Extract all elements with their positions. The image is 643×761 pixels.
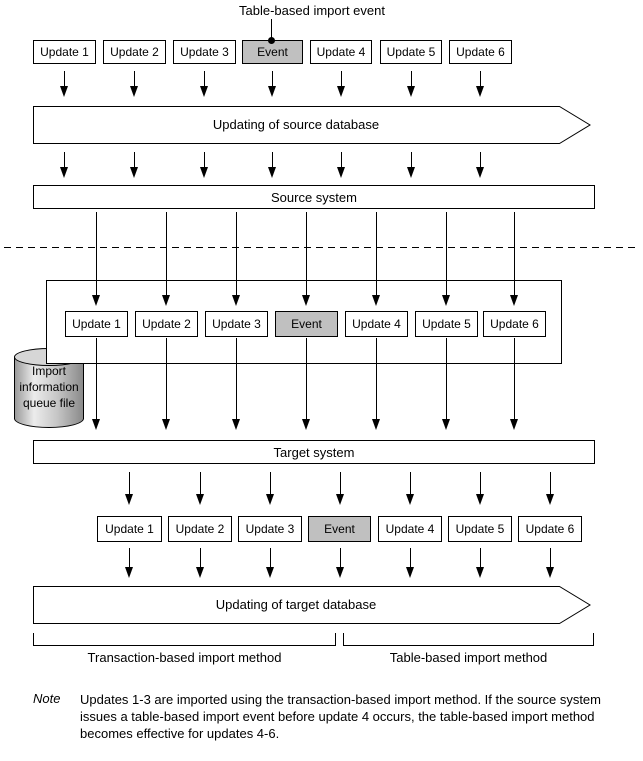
flow-arrow-head [372,295,380,306]
update-box: Update 4 [345,311,408,337]
flow-arrow-line [270,472,271,496]
flow-arrow-line [96,212,97,297]
event-box: Event [275,311,338,337]
cylinder-label-line1: Import [31,364,66,378]
flow-arrow-head [268,86,276,97]
flow-arrow-head [336,494,344,505]
flow-arrow-head [476,567,484,578]
event-pointer-dot [268,37,275,44]
update-box: Update 1 [97,516,162,542]
table-method-bracket [343,633,594,646]
flow-arrow-head [268,167,276,178]
update-box: Update 2 [103,40,166,64]
flow-arrow-line [306,338,307,421]
flow-arrow-head [162,419,170,430]
flow-arrow-line [306,212,307,297]
flow-arrow-line [550,472,551,496]
flow-arrow-head [372,419,380,430]
flow-arrow-head [130,86,138,97]
flow-arrow-line [550,548,551,569]
flow-arrow-head [125,494,133,505]
update-box: Update 2 [135,311,198,337]
flow-arrow-head [476,494,484,505]
update-box: Update 5 [448,516,512,542]
flow-arrow-head [196,567,204,578]
flow-arrow-head [406,567,414,578]
event-box: Event [242,40,303,64]
update-box: Update 6 [449,40,512,64]
flow-arrow-head [406,494,414,505]
update-box: Update 6 [483,311,546,337]
transaction-method-bracket [33,633,336,646]
flow-arrow-head [232,419,240,430]
update-box: Update 3 [205,311,268,337]
update-box: Update 6 [518,516,582,542]
flow-arrow-line [200,548,201,569]
flow-arrow-head [302,419,310,430]
flow-arrow-head [200,167,208,178]
flow-arrow-head [92,295,100,306]
flow-arrow-line [446,212,447,297]
flow-arrow-line [340,548,341,569]
table-based-import-event-label: Table-based import event [239,3,385,18]
flow-arrow-line [340,472,341,496]
flow-arrow-head [510,295,518,306]
flow-arrow-head [407,86,415,97]
flow-arrow-head [92,419,100,430]
flow-arrow-head [337,86,345,97]
flow-arrow-line [410,548,411,569]
flow-arrow-head [200,86,208,97]
flow-arrow-line [410,472,411,496]
flow-arrow-line [376,338,377,421]
flow-arrow-head [232,295,240,306]
flow-arrow-head [302,295,310,306]
flow-arrow-head [407,167,415,178]
update-box: Update 1 [33,40,96,64]
flow-arrow-head [266,567,274,578]
update-box: Update 3 [238,516,302,542]
flow-arrow-head [546,567,554,578]
update-box: Update 4 [310,40,372,64]
cylinder-label-line3: queue file [22,396,76,410]
flow-arrow-head [546,494,554,505]
event-box: Event [308,516,371,542]
flow-arrow-line [96,338,97,421]
flow-arrow-head [125,567,133,578]
flow-arrow-head [337,167,345,178]
flow-arrow-line [514,212,515,297]
update-box: Update 3 [173,40,236,64]
flow-arrow-line [236,212,237,297]
flow-arrow-line [480,472,481,496]
flow-arrow-line [446,338,447,421]
update-box: Update 1 [65,311,128,337]
target-system-box: Target system [33,440,595,464]
flow-arrow-line [376,212,377,297]
flow-arrow-head [476,86,484,97]
cylinder-label-line2: information [19,380,79,394]
flow-arrow-line [200,472,201,496]
target-db-banner-label: Updating of target database [215,597,377,612]
flow-arrow-head [336,567,344,578]
flow-arrow-head [476,167,484,178]
flow-arrow-head [510,419,518,430]
flow-arrow-line [129,548,130,569]
note-text: Updates 1-3 are imported using the transaction-based import method. If the source system issues a table-based import event before update 4 occurs, the table-based import method becomes effective for updates 4-6. [80,692,601,741]
source-db-banner-label: Updating of source database [212,117,380,132]
flow-arrow-line [480,548,481,569]
flow-arrow-head [196,494,204,505]
flow-arrow-head [130,167,138,178]
flow-arrow-head [266,494,274,505]
flow-arrow-line [129,472,130,496]
flow-arrow-head [442,419,450,430]
note-label: Note [33,691,61,706]
source-system-box: Source system [33,185,595,209]
flow-arrow-line [166,338,167,421]
flow-arrow-line [514,338,515,421]
update-box: Update 5 [380,40,442,64]
flow-arrow-head [60,167,68,178]
transaction-method-label: Transaction-based import method [87,650,282,665]
update-box: Update 2 [168,516,232,542]
update-box: Update 5 [415,311,478,337]
table-method-label: Table-based import method [389,650,548,665]
system-boundary-divider [4,247,640,248]
queue-file-cylinder-label [12,363,86,411]
flow-arrow-head [60,86,68,97]
update-box: Update 4 [378,516,442,542]
flow-arrow-head [442,295,450,306]
flow-arrow-line [270,548,271,569]
flow-arrow-line [236,338,237,421]
flow-arrow-head [162,295,170,306]
flow-arrow-line [166,212,167,297]
